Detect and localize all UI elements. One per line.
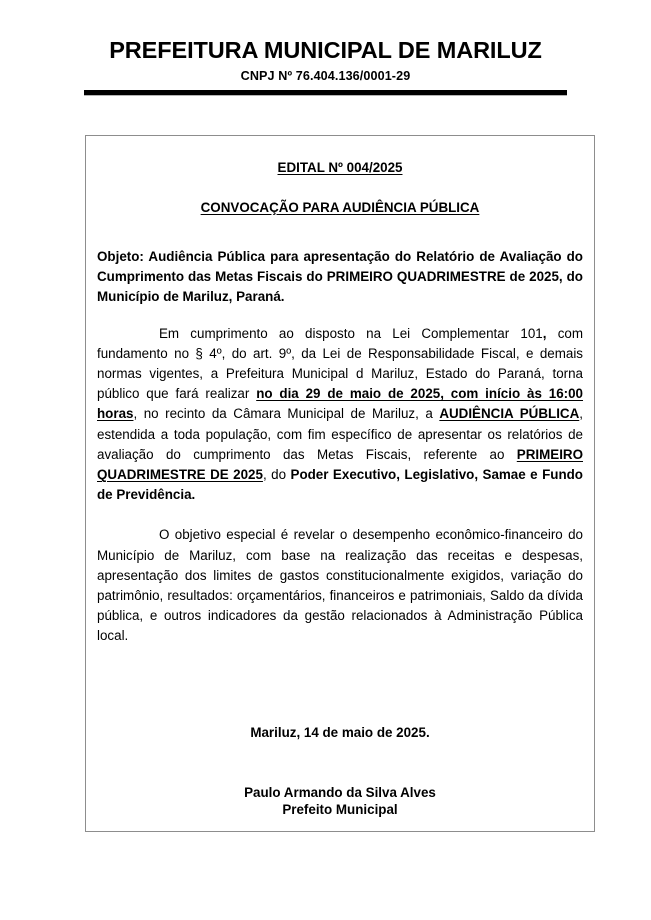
paragraph-1-highlight-date: no dia 29 de maio de 2025, com início às 16:00 horas [97,386,584,422]
objeto-text: Objeto: Audiência Pública para apresentação do Relatório de Avaliação do Cumprimento das Metas Fiscais do PRIMEIRO QUADRIMESTRE de 2025, do Município de Mariluz, Paraná. [97,249,583,305]
paragraph-1-part-1: Em cumprimento ao disposto na Lei Complementar 101 [159,325,543,341]
paragraph-1-part-3: , no recinto da Câmara Municipal de Mariluz, a [133,406,440,422]
convocation-heading-text: CONVOCAÇÃO PARA AUDIÊNCIA PÚBLICA [200,200,480,215]
paragraph-1-bold-tail: Poder Executivo, Legislativo, Samae e Fundo de Previdência. [97,467,583,503]
signature-name: Paulo Armando da Silva Alves [244,784,436,800]
document-content-frame [85,135,595,832]
organization-cnpj: CNPJ Nº 76.404.136/0001-29 [240,68,411,83]
body-paragraph-1 [97,324,583,506]
signature-place-date: Mariluz, 14 de maio de 2025. [250,724,430,740]
paragraph-1-part-2: com fundamento no § 4º, do art. 9º, da Lei de Responsabilidade Fiscal, e demais normas vigentes, a Prefeitura Municipal d Mariluz, Estado do Paraná, torna público que fará realizar [97,325,583,402]
paragraph-2-text: O objetivo especial é revelar o desempenho econômico-financeiro do Município de Mariluz, com base na realização das receitas e despesas, apresentação dos limites de gastos constitucionalmente exigidos, variação do patrimônio, resultados: orçamentários, financeiros e patrimoniais, Saldo da dívida pública, e outros indicadores da gestão relacionados à Administração Pública local. [97,527,583,644]
paragraph-1-part-4: , estendida a toda população, com fim específico de apresentar os relatórios de avaliação do cumprimento das Metas Fiscais, referente ao [97,406,583,462]
edital-heading [97,160,583,175]
header-rule-container [0,90,651,96]
header-divider-rule [84,90,567,96]
body-paragraph-2 [97,525,583,646]
organization-title: PREFEITURA MUNICIPAL DE MARILUZ [109,37,542,63]
edital-heading-text: EDITAL Nº 004/2025 [277,160,403,175]
document-content-inner [86,160,594,818]
convocation-heading [97,200,583,215]
paragraph-1-highlight-audiencia: AUDIÊNCIA PÚBLICA [439,406,580,422]
signature-role: Prefeito Municipal [282,801,398,817]
letterhead [0,0,651,96]
paragraph-1-highlight-quadrimestre: PRIMEIRO QUADRIMESTRE DE 2025 [97,446,583,483]
paragraph-1-part-5: , do [262,467,291,483]
paragraph-1-bold-comma: , [542,325,547,341]
objeto-paragraph [97,247,583,308]
